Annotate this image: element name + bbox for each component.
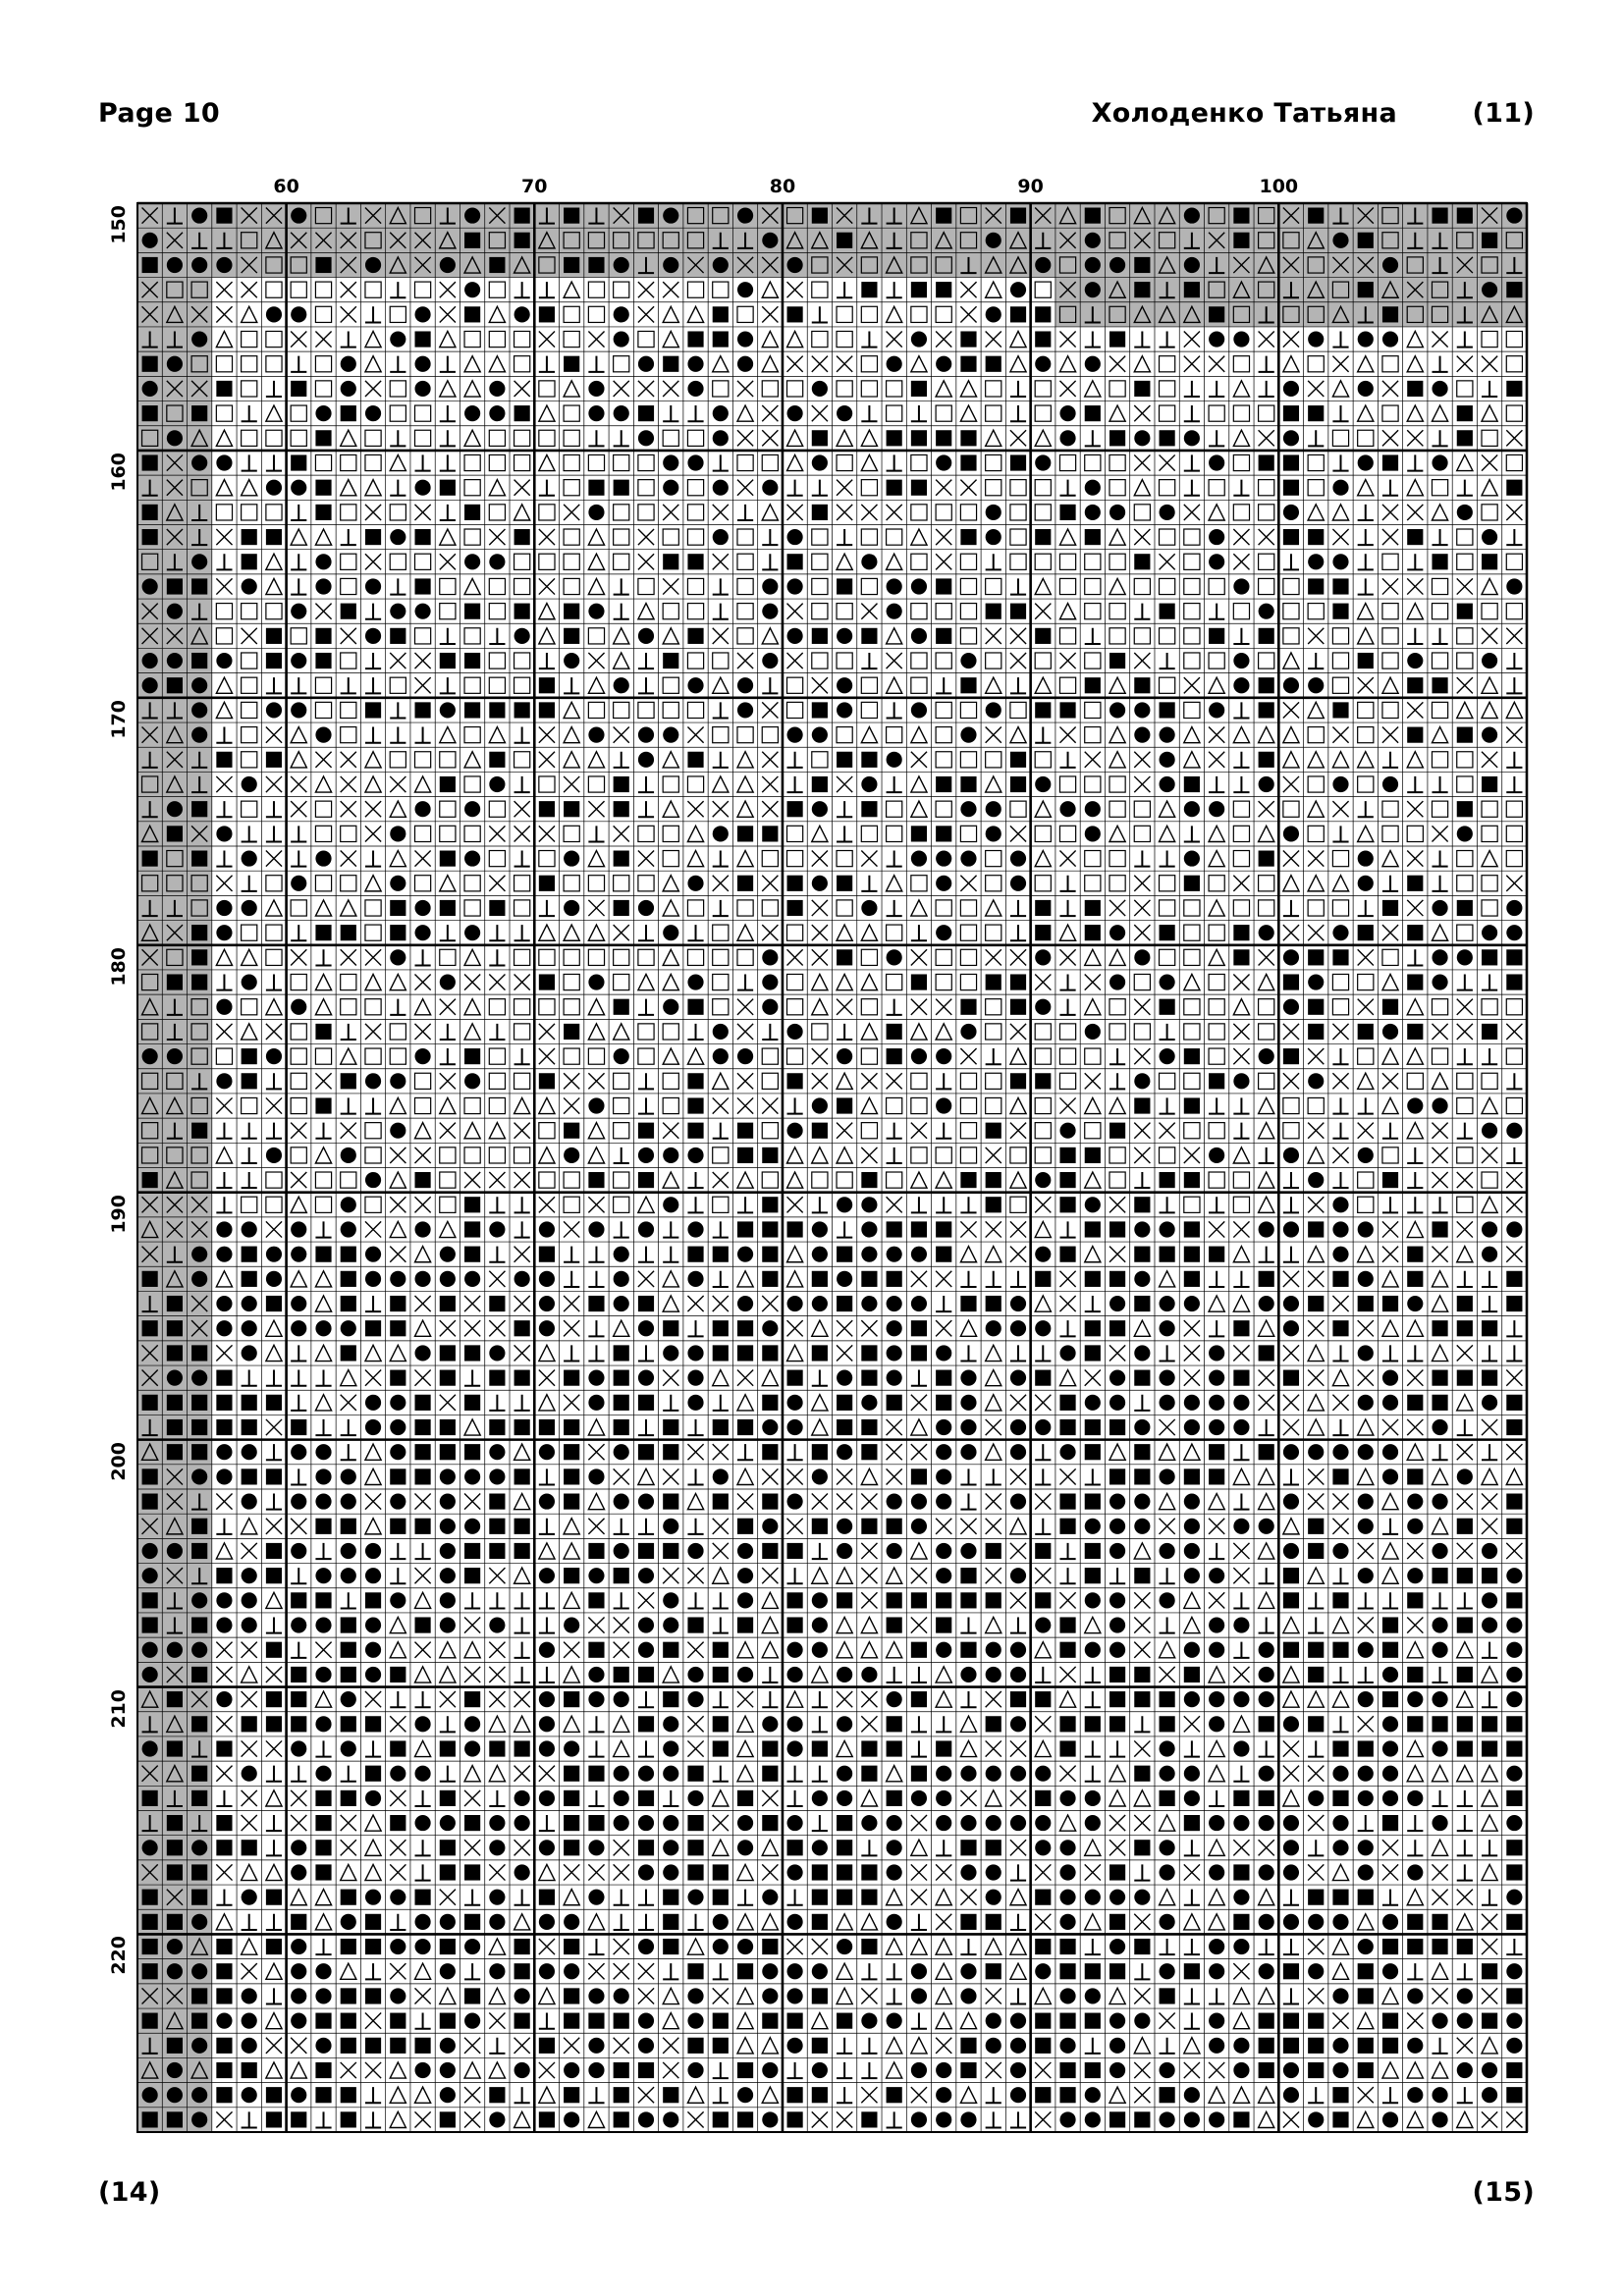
column-number: 60	[273, 176, 299, 197]
row-number: 150	[108, 205, 130, 244]
sheet-number-bottom-right: (15)	[1472, 2177, 1535, 2208]
row-number: 170	[108, 699, 130, 739]
column-number: 100	[1259, 176, 1299, 197]
row-number: 210	[108, 1688, 130, 1729]
page-title: Page 10	[98, 98, 220, 129]
row-number: 220	[108, 1936, 130, 1976]
row-number: 190	[108, 1194, 130, 1234]
sheet-number-bottom-left: (14)	[98, 2177, 161, 2208]
column-number: 90	[1017, 176, 1044, 197]
sheet-number-top-right: (11)	[1472, 98, 1535, 129]
row-number: 200	[108, 1441, 130, 1481]
column-number: 80	[769, 176, 796, 197]
row-number: 180	[108, 946, 130, 987]
grid-lines	[137, 203, 1527, 2132]
column-number: 70	[521, 176, 548, 197]
row-number: 160	[108, 452, 130, 492]
author-name: Холоденко Татьяна	[1091, 98, 1397, 129]
